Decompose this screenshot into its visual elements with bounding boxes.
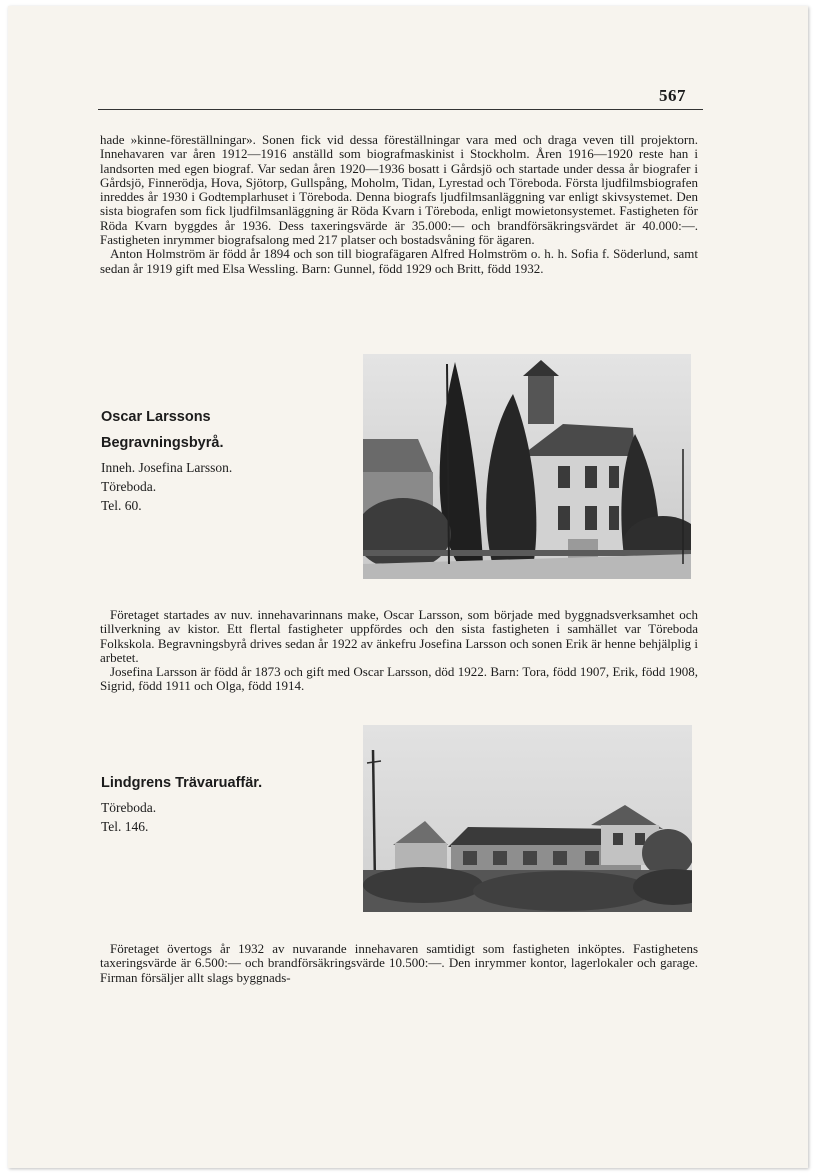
listing-phone: Tel. 60.	[101, 498, 142, 513]
listing-travaruaffar	[101, 770, 321, 836]
document-page	[8, 6, 808, 1168]
photo-villa-with-trees	[363, 354, 691, 579]
header-rule	[98, 109, 703, 110]
begravningsbyra-paragraph: Företaget startades av nuv. innehavarinnans make, Oscar Larsson, som började med byggnadsverksamhet och tillverkning av kistor. Ett flertal fastigheter uppfördes och den sista fastigheten i samhället var Töreboda Folkskola. Begravningsbyrå drives sedan år 1922 av änkefru Josefina Larsson och sonen Erik är henne behjälplig i arbetet.	[100, 607, 698, 665]
lumber-yard-photo-illustration	[363, 725, 692, 912]
photo-lumber-yard-buildings	[363, 725, 692, 912]
listing-phone: Tel. 146.	[101, 819, 149, 834]
villa-photo-illustration	[363, 354, 691, 579]
begravningsbyra-text-block	[100, 608, 698, 694]
listing-owner: Inneh. Josefina Larsson.	[101, 460, 233, 475]
listing-title: Oscar Larssons Begravningsbyrå.	[101, 409, 224, 451]
listing-town: Töreboda.	[101, 479, 157, 494]
begravningsbyra-paragraph: Josefina Larsson är född år 1873 och gift med Oscar Larsson, död 1922. Barn: Tora, född 1907, Erik, född 1908, Sigrid, född 1911 och Olga, född 1914.	[100, 664, 698, 694]
intro-paragraph: Anton Holmström är född år 1894 och son till biografägaren Alfred Holmström o. h. h. Sofia f. Söderlund, samt sedan år 1919 gift med Elsa Wessling. Barn: Gunnel, född 1929 och Britt, född 1932.	[100, 246, 698, 276]
page-number: 567	[659, 86, 686, 105]
intro-text-block	[100, 133, 698, 276]
travaruaffar-paragraph: Företaget övertogs år 1932 av nuvarande innehavaren samtidigt som fastigheten inköptes. Fastighetens taxeringsvärde är 6.500:— och brandförsäkringsvärde 10.500:—. Den inrymmer kontor, lagerlokaler och garage. Firman försäljer allt slags byggnads-	[100, 941, 698, 985]
travaruaffar-text-block	[100, 942, 698, 985]
listing-town: Töreboda.	[101, 800, 157, 815]
listing-begravningsbyra	[101, 404, 321, 515]
intro-paragraph: hade »kinne-föreställningar». Sonen fick vid dessa föreställningar vara med och draga veven till projektorn. Innehavaren var åren 1912—1916 anställd som biografmaskinist i Stockholm. Åren 1916—1920 reste han i landsorten med egen biograf. Var sedan åren 1920—1936 bosatt i Gårdsjö och startade under dessa år biografer i Gårdsjö, Finnerödja, Hova, Sjötorp, Gullspång, Moholm, Tidan, Lyrestad och Töreboda. Första ljudfilmsbiografen inreddes år 1930 i Godtemplarhuset i Töreboda. Denna biografs ljudfilmsanläggning var enligt skivsystemet. Den sista biografen som fick ljudfilmsanläggning är Röda Kvarn i Töreboda, enligt mowietonsystemet. Fastigheten för Röda Kvarn byggdes år 1936. Dess taxeringsvärde är 35.000:— och brandförsäkringsvärdet är 40.000:—. Fastigheten inrymmer biografsalong med 217 platser och bostadsvåning för ägaren.	[100, 132, 698, 248]
listing-title: Lindgrens Trävaruaffär.	[101, 775, 263, 791]
